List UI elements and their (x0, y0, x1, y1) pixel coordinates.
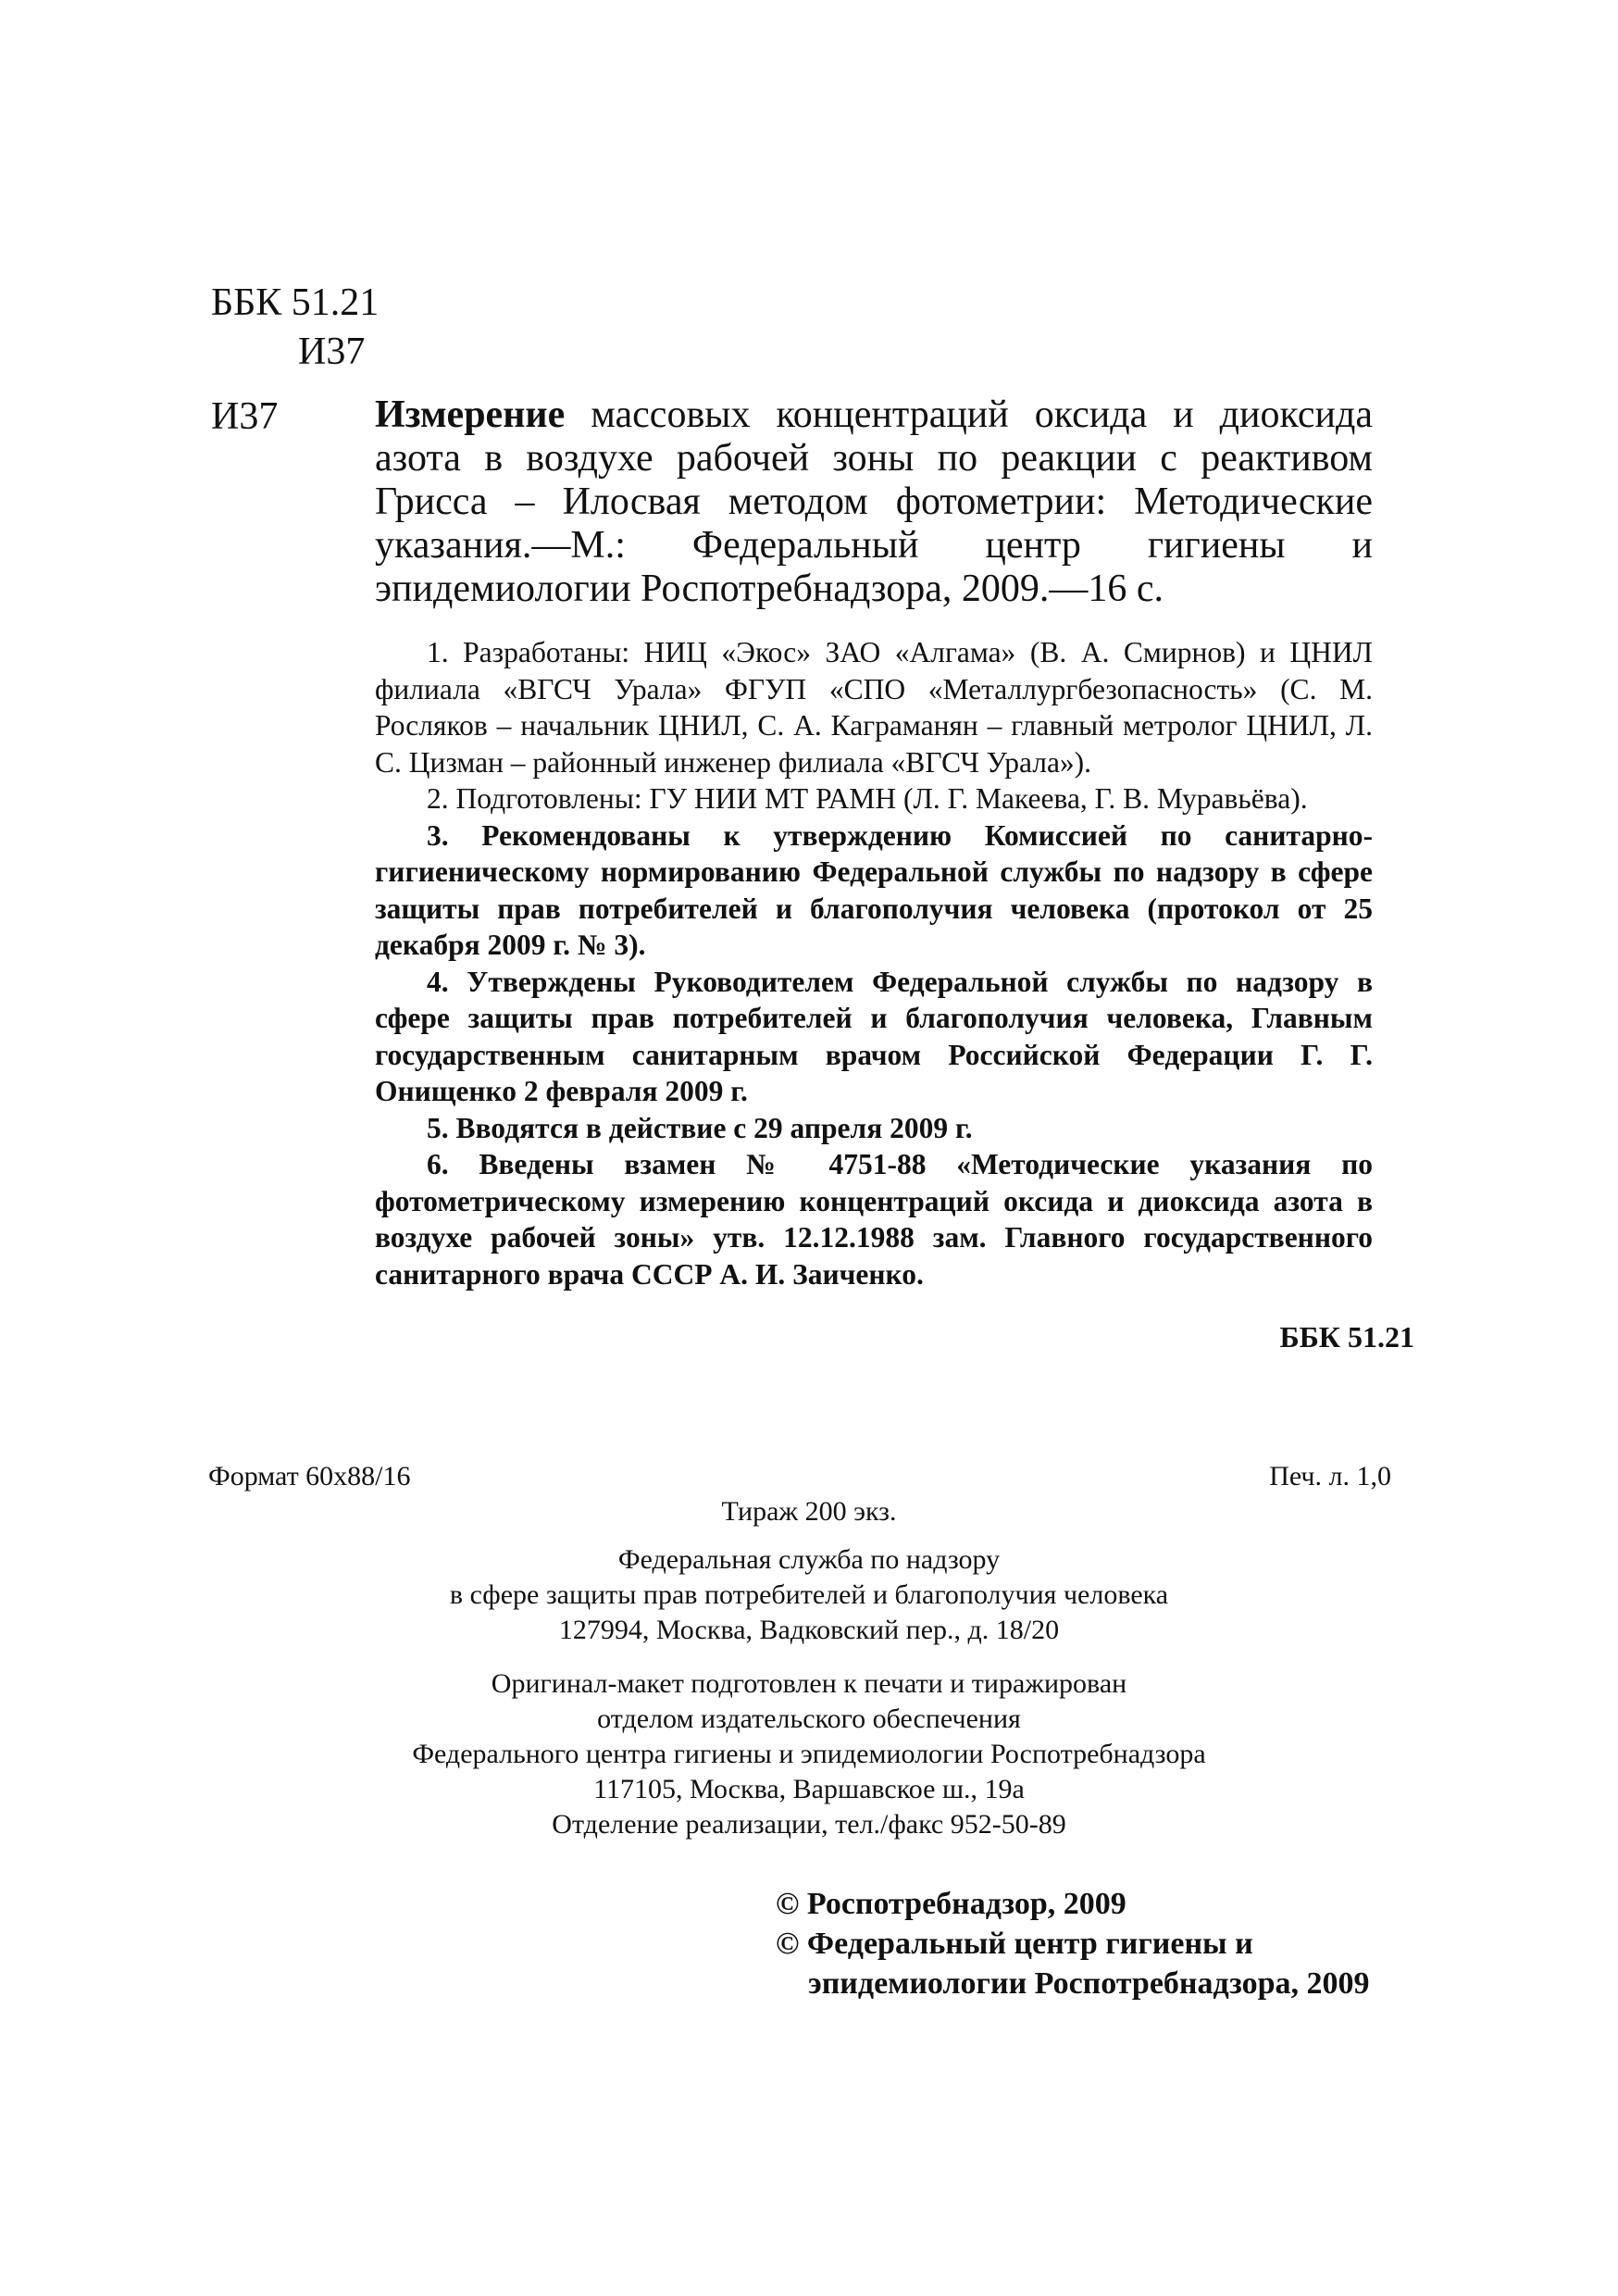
entry-author-mark: И37 (211, 395, 279, 438)
publisher-line-1: Федеральная служба по надзору (617, 1544, 1001, 1575)
publisher-block (222, 1542, 1396, 1648)
note-recommended: 3. Рекомендованы к утверждению Комиссией по санитарно-гигиеническому нормированию Федеральной службы по надзору в сфере защиты прав потребителей и благополучия человека (протокол от 25 декабря 2009 г. № 3). (375, 818, 1373, 961)
bibliographic-entry (375, 393, 1373, 611)
author-mark: И37 (298, 331, 366, 373)
copyright-line-2: © Федеральный центр гигиены и (776, 1927, 1253, 1961)
publisher-address: 127994, Москва, Вадковский пер., д. 18/20 (558, 1615, 1060, 1645)
printer-sales-contact: Отделение реализации, тел./факс 952-50-89 (552, 1809, 1066, 1840)
note-prepared-by: 2. Подготовлены: ГУ НИИ МТ РАМН (Л. Г. Макеева, Г. В. Муравьёва). (427, 782, 1308, 815)
note-replaces: 6. Введены взамен № 4751-88 «Методические указания по фотометрическому измерению концентраций оксида и диоксида азота в воздухе рабочей зоны» утв. 12.12.1988 зам. Главного государственного санитарного врача СССР А. И. Заиченко. (375, 1148, 1373, 1291)
entry-title-lead: Измерение (375, 393, 566, 436)
publisher-line-2: в сфере защиты прав потребителей и благополучия человека (449, 1579, 1169, 1610)
copyright-line-3: эпидемиологии Роспотребнадзора, 2009 (808, 1966, 1370, 2001)
bbk-code-bottom: ББК 51.21 (1279, 1320, 1414, 1354)
copyright-line-1: © Роспотребнадзор, 2009 (776, 1887, 1126, 1921)
entry-title-rest: массовых концентраций оксида и диоксида азота в воздухе рабочей зоны по реакции с реактивом Грисса – Илосвая методом фотометрии: Методические указания.—М.: Федеральный центр гигиены и эпидемиологии Роспотребнадзора, 2009.—16 с. (375, 393, 1373, 610)
note-developed-by: 1. Разработаны: НИЦ «Экос» ЗАО «Алгама» (В. А. Смирнов) и ЦНИЛ филиала «ВГСЧ Урала» ФГУП «СПО «Металлургбезопасность» (С. М. Росляков – начальник ЦНИЛ, С. А. Каграманян – главный метролог ЦНИЛ, Л. С. Цизман – районный инженер филиала «ВГСЧ Урала»). (375, 636, 1373, 779)
printer-line-1: Оригинал-макет подготовлен к печати и тиражирован (491, 1668, 1127, 1699)
development-notes (375, 634, 1373, 1292)
note-approved: 4. Утверждены Руководителем Федеральной службы по надзору в сфере защиты прав потребителей и благополучия человека, Главным государственным санитарным врачом Российской Федерации Г. Г. Онищенко 2 февраля 2009 г. (375, 965, 1373, 1107)
circulation-block (222, 1494, 1396, 1529)
printer-line-2: отделом издательского обеспечения (597, 1703, 1021, 1734)
note-effective-date: 5. Вводятся в действие с 29 апреля 2009 г. (427, 1111, 973, 1144)
circulation: Тираж 200 экз. (721, 1496, 897, 1527)
copyright-block (776, 1884, 1424, 2003)
printed-sheets: Печ. л. 1,0 (1269, 1461, 1391, 1491)
bbk-classification-code: ББК 51.21 (211, 281, 380, 324)
print-format: Формат 60х88/16 (208, 1461, 411, 1491)
printer-address: 117105, Москва, Варшавское ш., 19а (593, 1774, 1025, 1804)
printer-line-3: Федерального центра гигиены и эпидемиологии Роспотребнадзора (412, 1739, 1206, 1769)
printer-block (222, 1666, 1396, 1842)
